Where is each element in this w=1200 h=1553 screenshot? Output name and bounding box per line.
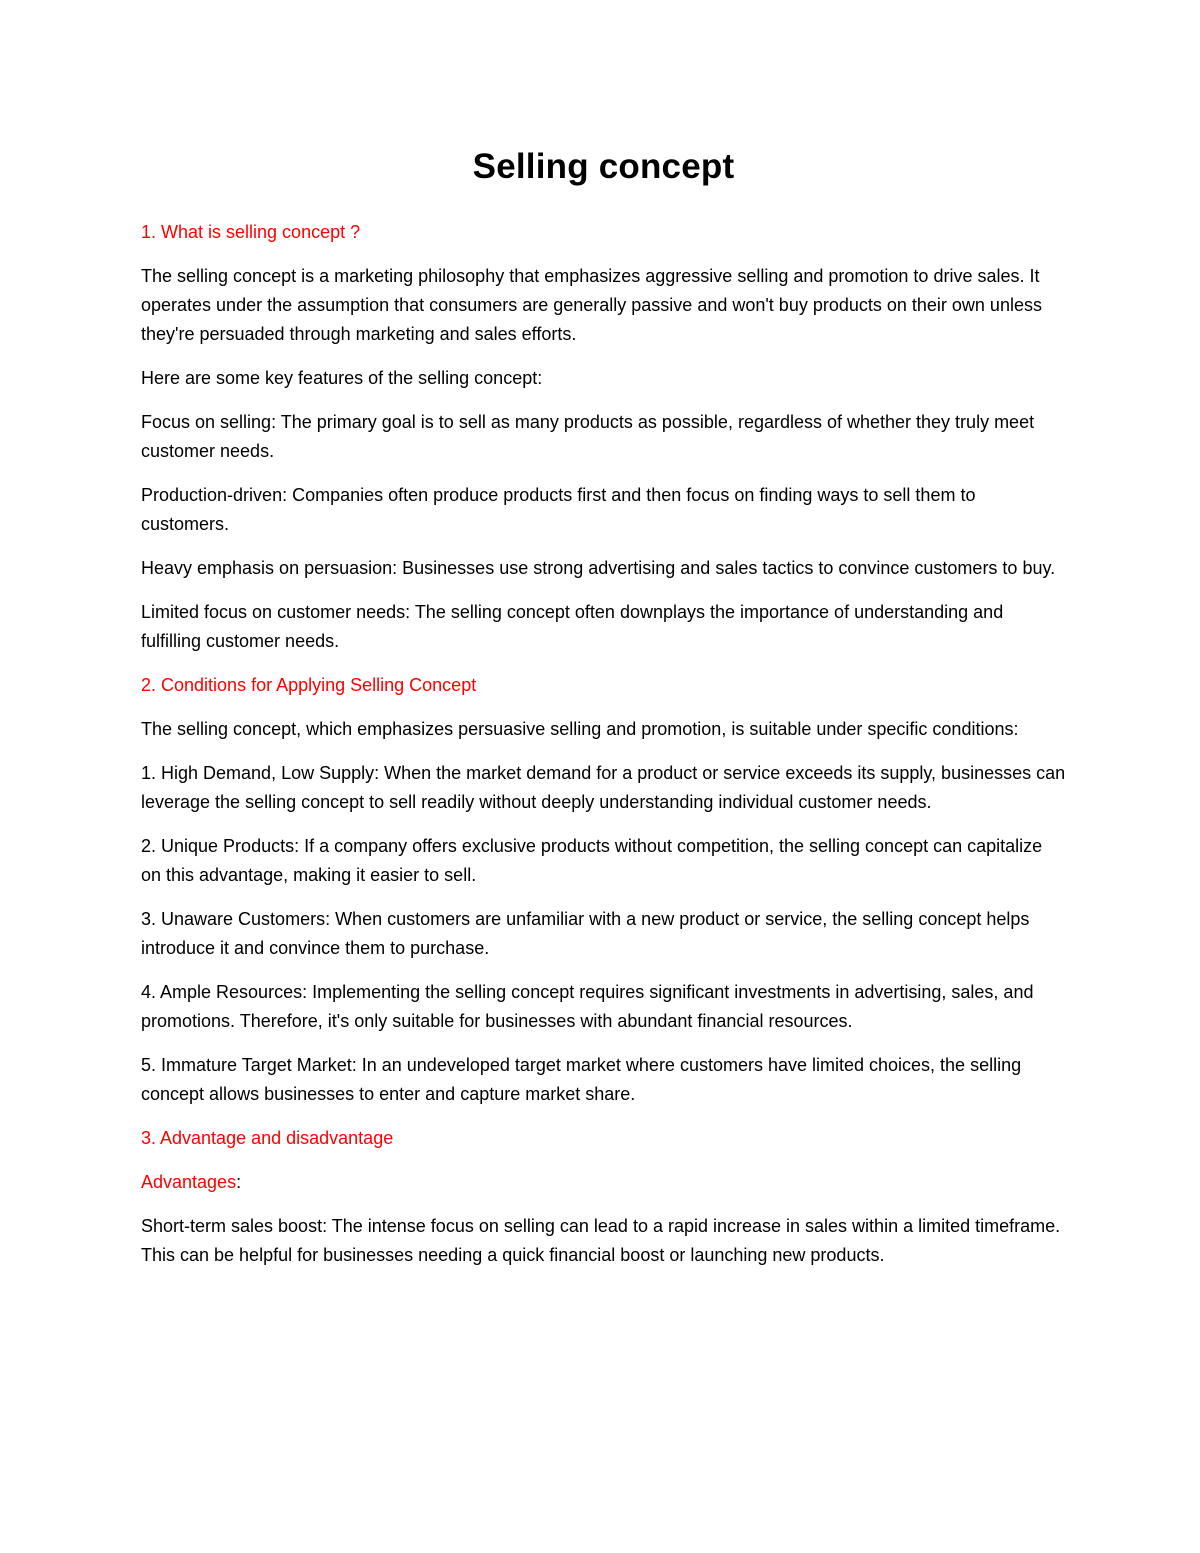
section-3-heading: 3. Advantage and disadvantage: [141, 1128, 394, 1148]
condition-item: 2. Unique Products: If a company offers exclusive products without competition, the selling concept can capitalize on this advantage, making it easier to sell.: [141, 836, 1043, 885]
document-title: Selling concept: [472, 147, 735, 186]
condition-item: 4. Ample Resources: Implementing the selling concept requires significant investments in advertising, sales, and promotions. Therefore, it's only suitable for businesses with abundant financial resources.: [141, 982, 1034, 1031]
section-1-intro: The selling concept is a marketing philosophy that emphasizes aggressive selling and promotion to drive sales. It operates under the assumption that consumers are generally passive and won't buy products on their own unless they're persuaded through marketing and sales efforts.: [141, 266, 1042, 344]
feature-item: Production-driven: Companies often produce products first and then focus on finding ways to sell them to customers.: [141, 485, 976, 534]
document-content: [141, 140, 1066, 1285]
feature-item: Focus on selling: The primary goal is to sell as many products as possible, regardless of whether they truly meet customer needs.: [141, 412, 1035, 461]
advantages-heading: [141, 1168, 1066, 1197]
section-1-features-intro: Here are some key features of the selling concept:: [141, 368, 543, 388]
advantages-label: Advantages: [141, 1172, 237, 1192]
feature-item: Limited focus on customer needs: The selling concept often downplays the importance of understanding and fulfilling customer needs.: [141, 602, 1004, 651]
section-2-heading: 2. Conditions for Applying Selling Concept: [141, 675, 477, 695]
condition-item: 3. Unaware Customers: When customers are unfamiliar with a new product or service, the selling concept helps introduce it and convince them to purchase.: [141, 909, 1030, 958]
feature-item: Heavy emphasis on persuasion: Businesses use strong advertising and sales tactics to convince customers to buy.: [141, 558, 1056, 578]
condition-item: 5. Immature Target Market: In an undeveloped target market where customers have limited choices, the selling concept allows businesses to enter and capture market share.: [141, 1055, 1022, 1104]
condition-item: 1. High Demand, Low Supply: When the market demand for a product or service exceeds its supply, businesses can leverage the selling concept to sell readily without deeply understanding individual customer needs.: [141, 763, 1066, 812]
advantages-colon: :: [236, 1172, 242, 1192]
section-2-intro: The selling concept, which emphasizes persuasive selling and promotion, is suitable under specific conditions:: [141, 719, 1019, 739]
advantage-item: Short-term sales boost: The intense focus on selling can lead to a rapid increase in sales within a limited timeframe. This can be helpful for businesses needing a quick financial boost or launching new products.: [141, 1216, 1061, 1265]
section-1-heading: 1. What is selling concept ?: [141, 222, 361, 242]
